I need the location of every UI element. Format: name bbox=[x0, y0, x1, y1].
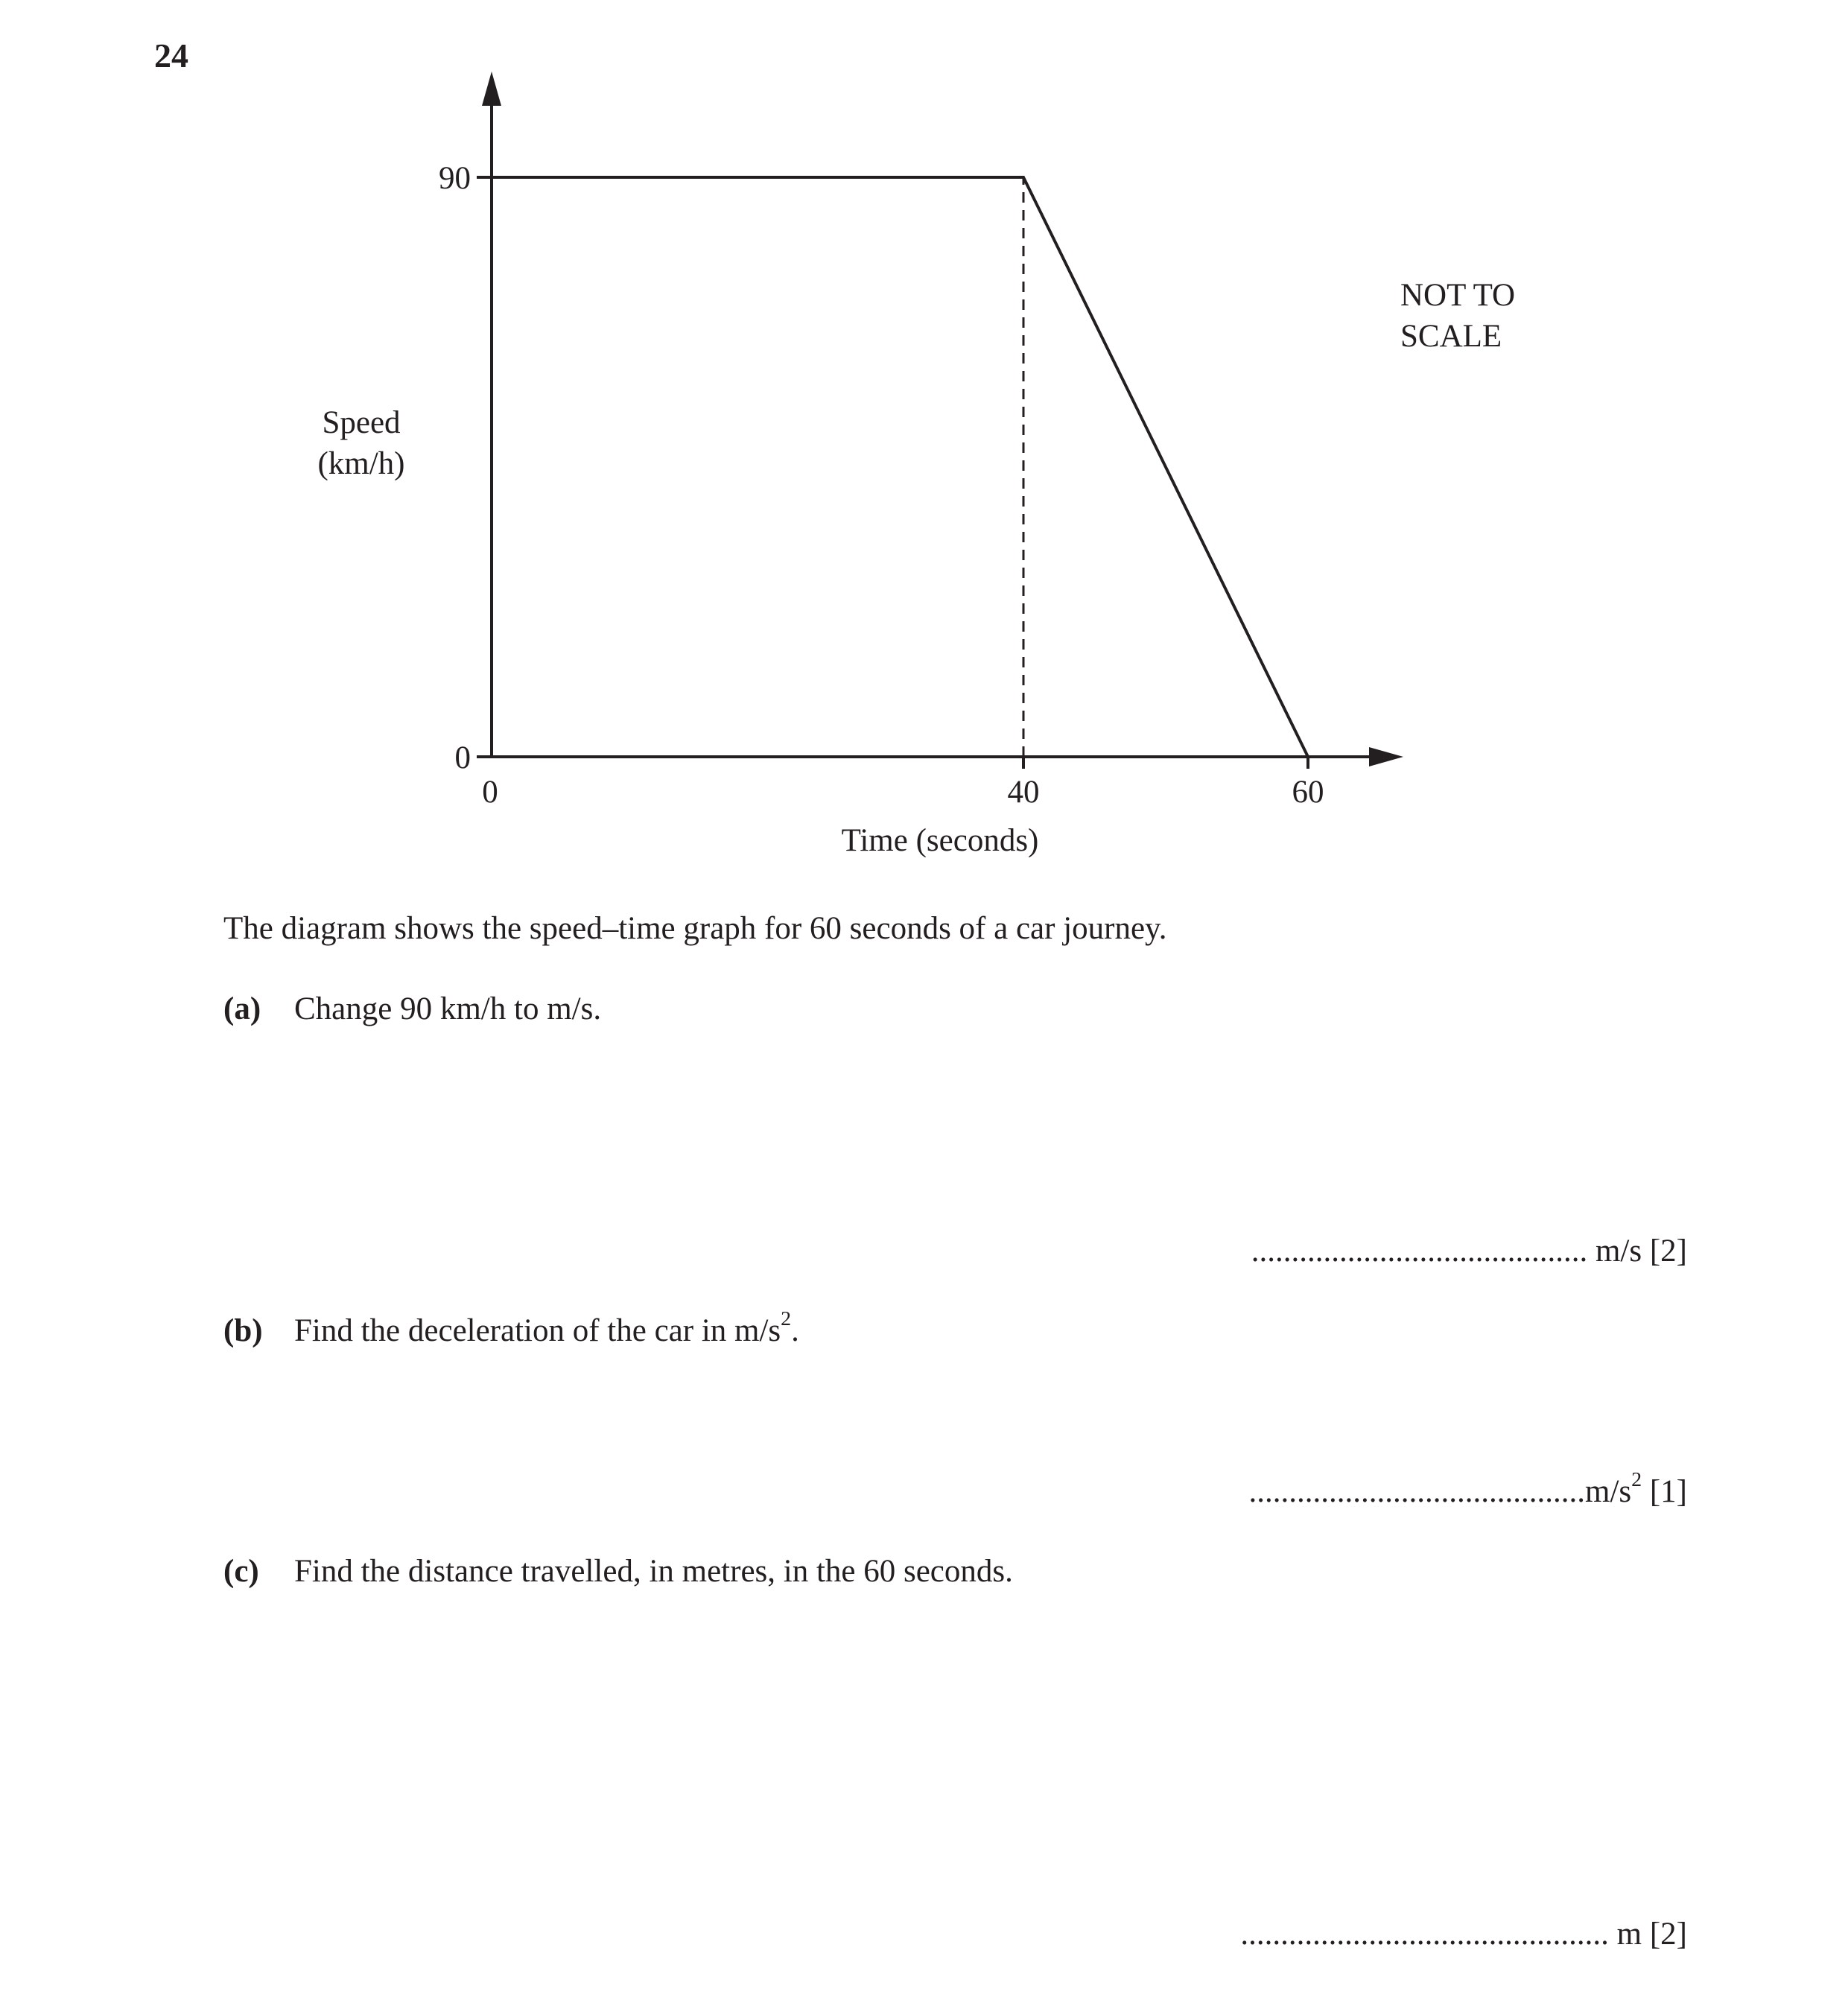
part-b-answer-unit: m/s bbox=[1585, 1474, 1632, 1509]
question-number: 24 bbox=[154, 36, 188, 74]
part-a-marks: [2] bbox=[1649, 1234, 1687, 1269]
x-tick-label-0: 0 bbox=[482, 775, 498, 810]
part-c-marks: [2] bbox=[1649, 1917, 1687, 1952]
x-tick-label-60: 60 bbox=[1292, 775, 1324, 810]
part-c-label: (c) bbox=[223, 1554, 259, 1589]
part-b-text-end: . bbox=[791, 1313, 799, 1348]
part-a-answer-dots[interactable]: .......................................... bbox=[1251, 1234, 1588, 1269]
y-tick-label-90: 90 bbox=[439, 161, 471, 196]
part-c-answer-line bbox=[1240, 1916, 1687, 1952]
part-b-text-sup: 2 bbox=[781, 1307, 792, 1331]
part-c-question bbox=[223, 1553, 1013, 1590]
y-axis-label-line1: Speed bbox=[322, 405, 401, 440]
part-c-answer-unit: m bbox=[1616, 1917, 1642, 1952]
part-c-text: Find the distance travelled, in metres, in the 60 seconds. bbox=[294, 1554, 1013, 1589]
part-a-answer-line bbox=[1251, 1233, 1687, 1269]
y-tick-label-0: 0 bbox=[454, 740, 471, 775]
y-axis-label-line2: (km/h) bbox=[317, 446, 405, 481]
part-c-answer-dots[interactable]: .............................................. bbox=[1240, 1917, 1609, 1952]
part-b-answer-unit-sup: 2 bbox=[1631, 1468, 1642, 1492]
part-b-label: (b) bbox=[223, 1313, 263, 1348]
part-b-text: Find the deceleration of the car in m/s bbox=[294, 1313, 781, 1348]
part-a-question bbox=[223, 991, 601, 1027]
not-to-scale-note-line2: SCALE bbox=[1400, 319, 1502, 354]
y-axis-arrow bbox=[482, 72, 501, 106]
part-a-text: Change 90 km/h to m/s. bbox=[294, 991, 602, 1026]
x-axis-label: Time (seconds) bbox=[841, 823, 1039, 858]
not-to-scale-note-line1: NOT TO bbox=[1400, 278, 1516, 313]
x-tick-label-40: 40 bbox=[1007, 775, 1040, 810]
part-b-answer-line bbox=[1248, 1468, 1688, 1510]
speed-time-graph bbox=[0, 0, 1848, 894]
x-axis-arrow bbox=[1369, 747, 1403, 766]
part-a-label: (a) bbox=[223, 991, 261, 1026]
part-b-question bbox=[223, 1307, 799, 1349]
part-b-answer-dots[interactable]: .......................................... bbox=[1248, 1474, 1585, 1509]
part-b-marks: [1] bbox=[1649, 1474, 1687, 1509]
part-a-answer-unit: m/s bbox=[1595, 1234, 1642, 1269]
intro-text: The diagram shows the speed–time graph for 60 seconds of a car journey. bbox=[223, 911, 1167, 946]
speed-series-line bbox=[492, 177, 1308, 757]
